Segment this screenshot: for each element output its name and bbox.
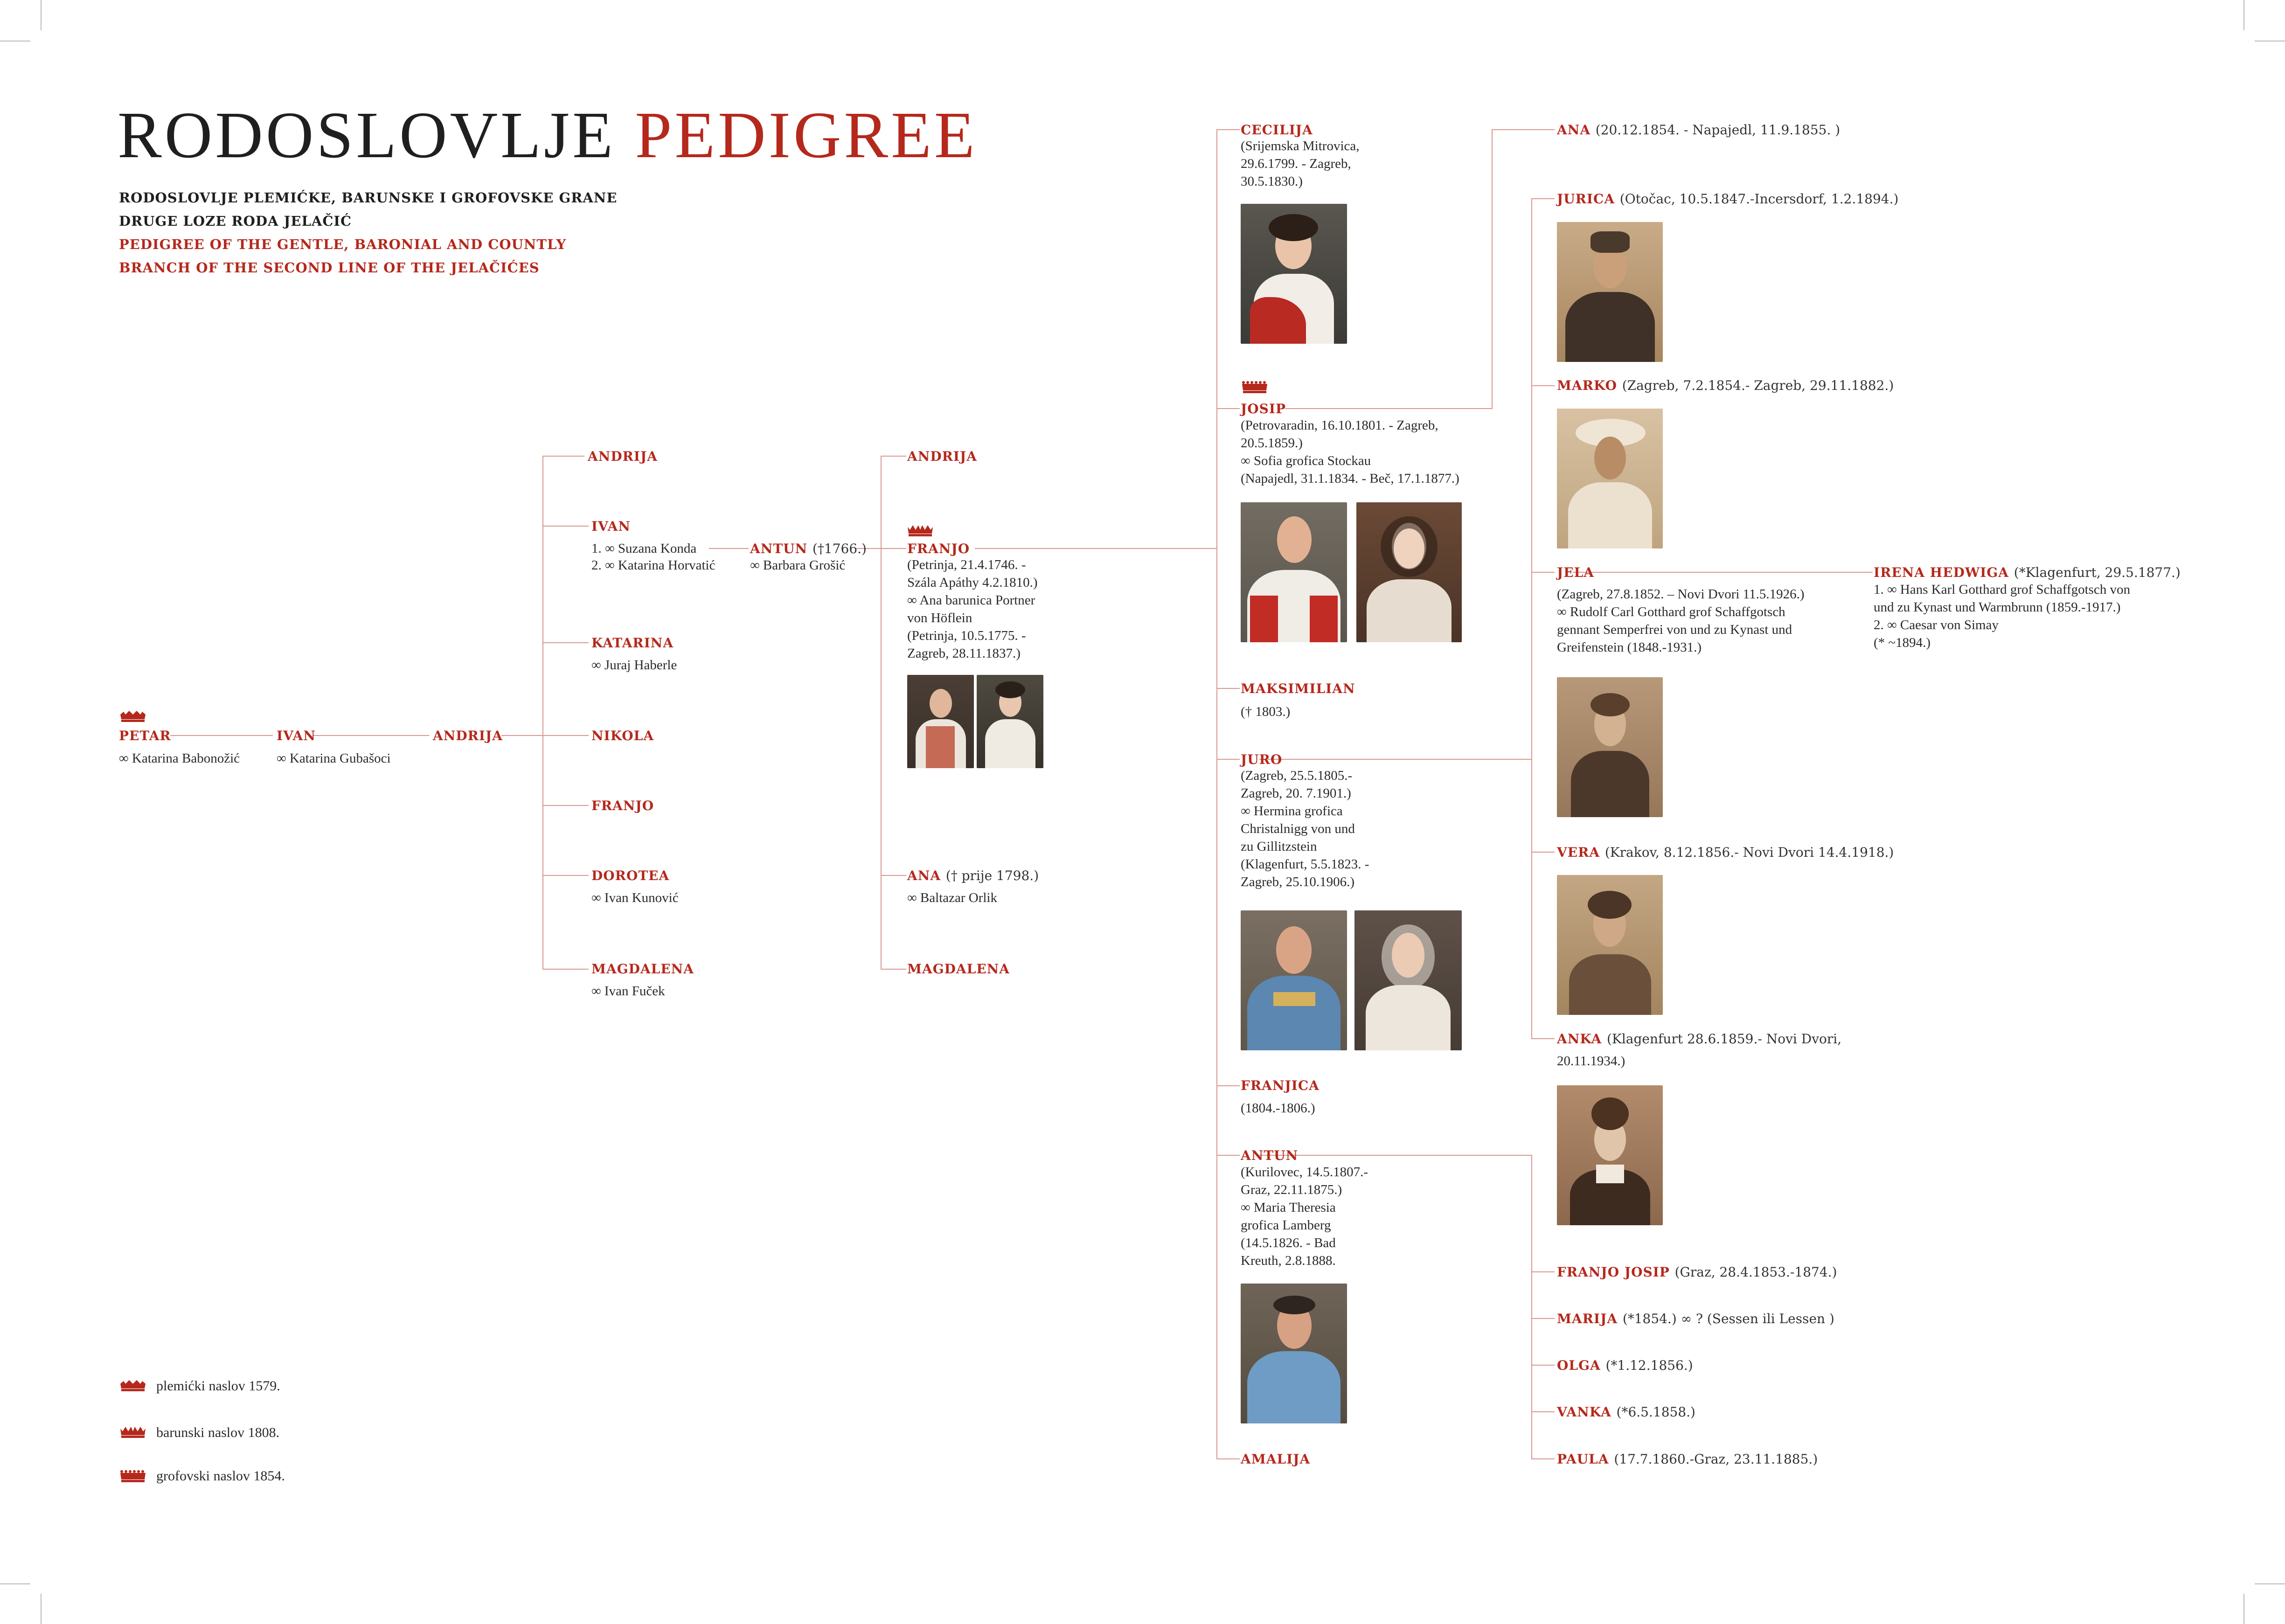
details-maksimilian: († 1803.) bbox=[1241, 704, 1291, 719]
details-josip: (Petrovaradin, 16.10.1801. - Zagreb, 20.5.1859.) ∞ Sofia grofica Stockau (Napajedl, 31.1.1834. - Beč, 17.1.1877.) bbox=[1241, 418, 1459, 486]
connector bbox=[1531, 1155, 1532, 1459]
name-ana-gen4: ANA bbox=[907, 868, 941, 883]
crop-mark bbox=[2243, 1594, 2244, 1624]
connector bbox=[1531, 1458, 1555, 1459]
name-vanka: VANKA bbox=[1557, 1404, 1611, 1420]
person-marija bbox=[1557, 1312, 1834, 1326]
connector bbox=[1216, 129, 1217, 1459]
connector bbox=[1259, 1155, 1532, 1156]
person-katarina: KATARINA bbox=[591, 635, 674, 651]
connector bbox=[1531, 198, 1555, 199]
name-irena: IRENA HEDWIGA bbox=[1874, 565, 2009, 580]
legend-gentle: plemićki naslov 1579. bbox=[156, 1378, 280, 1394]
legend-crown-countly-icon bbox=[119, 1469, 147, 1483]
person-josip: JOSIP bbox=[1241, 401, 1286, 416]
subtitle-hr-2: DRUGE LOZE RODA JELAČIĆ bbox=[119, 213, 352, 229]
legend-crown-gentle-icon bbox=[119, 1378, 147, 1392]
connector bbox=[1531, 1038, 1555, 1039]
person-magdalena-gen2: MAGDALENA bbox=[591, 961, 694, 977]
portrait-jela bbox=[1557, 677, 1663, 817]
details-paula: (17.7.1860.-Graz, 23.11.1885.) bbox=[1614, 1451, 1818, 1467]
name-anka: ANKA bbox=[1557, 1031, 1602, 1047]
connector bbox=[542, 456, 543, 969]
connector bbox=[1216, 1155, 1240, 1156]
portrait-franjo bbox=[907, 675, 974, 768]
spouse-ivan-gen2-1: 1. ∞ Suzana Konda bbox=[591, 541, 697, 556]
connector bbox=[1531, 1365, 1555, 1366]
details-franjo-josip: (Graz, 28.4.1853.-1874.) bbox=[1674, 1264, 1837, 1280]
crown-gentle-icon bbox=[119, 709, 147, 723]
person-antun-gen5: ANTUN bbox=[1241, 1148, 1299, 1163]
person-ivan-gen1: IVAN bbox=[277, 728, 316, 743]
spouse-antun-gen3: ∞ Barbara Grošić bbox=[750, 558, 846, 573]
crown-baronial-icon bbox=[906, 523, 934, 537]
name-vera: VERA bbox=[1557, 845, 1600, 860]
person-andrija-gen4: ANDRIJA bbox=[907, 449, 977, 464]
connector bbox=[313, 735, 429, 736]
connector bbox=[1216, 129, 1240, 130]
person-dorotea: DOROTEA bbox=[591, 868, 670, 883]
connector bbox=[1531, 572, 1555, 573]
connector bbox=[1531, 198, 1532, 1039]
person-franjica: FRANJICA bbox=[1241, 1078, 1320, 1093]
connector bbox=[1531, 1271, 1555, 1272]
connector bbox=[881, 875, 906, 876]
details2-irena: 1. ∞ Hans Karl Gotthard grof Schaffgotsch von und zu Kynast und Warmbrunn (1859.-1917.) 2. ∞ Caesar von Simay (* ~1894.) bbox=[1874, 582, 2131, 650]
person-franjo-gen4: FRANJO bbox=[907, 541, 970, 556]
subtitle-en-1: PEDIGREE OF THE GENTLE, BARONIAL AND COUNTLY bbox=[119, 236, 567, 252]
connector bbox=[1216, 1458, 1240, 1459]
subtitle-hr-1: RODOSLOVLJE PLEMIĆKE, BARUNSKE I GROFOVSKE GRANE bbox=[119, 190, 618, 206]
person-amalija: AMALIJA bbox=[1241, 1451, 1311, 1467]
connector bbox=[170, 735, 273, 736]
details-vanka: (*6.5.1858.) bbox=[1616, 1404, 1695, 1420]
connector bbox=[542, 526, 589, 527]
details2-anka: 20.11.1934.) bbox=[1557, 1054, 1625, 1069]
name-olga: OLGA bbox=[1557, 1358, 1601, 1373]
connector bbox=[1531, 1411, 1555, 1412]
dates-antun-gen3: (†1766.) bbox=[812, 541, 867, 556]
crop-mark bbox=[2243, 0, 2244, 30]
person-cecilija: CECILIJA bbox=[1241, 122, 1313, 138]
spouse-katarina: ∞ Juraj Haberle bbox=[591, 658, 677, 673]
spouse-ivan-gen2-2: 2. ∞ Katarina Horvatić bbox=[591, 558, 715, 573]
connector bbox=[1531, 1318, 1555, 1319]
person-andrija-gen1: ANDRIJA bbox=[433, 728, 503, 743]
portrait-vera bbox=[1557, 875, 1663, 1015]
details-ana-gen6: (20.12.1854. - Napajedl, 11.9.1855. ) bbox=[1595, 122, 1841, 138]
connector bbox=[542, 735, 589, 736]
connector bbox=[1216, 408, 1240, 409]
person-franjo-josip bbox=[1557, 1266, 1837, 1279]
connector bbox=[975, 548, 1217, 549]
portrait-josip bbox=[1241, 502, 1347, 642]
person-anka bbox=[1557, 1033, 1841, 1046]
details-franjo-gen4: (Petrinja, 21.4.1746. - Szála Apáthy 4.2.1810.) ∞ Ana barunica Portner von Höflein (Petrinja, 10.5.1775. - Zagreb, 28.11.1837.) bbox=[907, 557, 1038, 661]
spouse-petar: ∞ Katarina Babonožić bbox=[119, 751, 240, 766]
spouse-ana-gen4: ∞ Baltazar Orlik bbox=[907, 890, 997, 905]
name-paula: PAULA bbox=[1557, 1451, 1609, 1467]
person-jurica bbox=[1557, 193, 1898, 206]
person-olga bbox=[1557, 1359, 1693, 1372]
portrait-sofia-stockau bbox=[1356, 502, 1462, 642]
connector bbox=[1492, 129, 1493, 409]
portrait-anka bbox=[1557, 1085, 1663, 1225]
connector bbox=[881, 456, 882, 969]
crown-countly-icon bbox=[1241, 380, 1269, 394]
connector bbox=[881, 548, 906, 549]
details-olga: (*1.12.1856.) bbox=[1605, 1358, 1693, 1373]
person-antun-gen3 bbox=[750, 542, 867, 555]
person-irena-hedwiga bbox=[1874, 566, 2181, 579]
portrait-ana-portner bbox=[977, 675, 1043, 768]
connector bbox=[881, 456, 906, 457]
connector bbox=[542, 456, 584, 457]
details-vera: (Krakov, 8.12.1856.- Novi Dvori 14.4.1918.) bbox=[1604, 845, 1894, 860]
legend-crown-baronial-icon bbox=[119, 1425, 147, 1439]
person-ana-gen4 bbox=[907, 869, 1039, 882]
crop-mark bbox=[0, 1583, 30, 1584]
name-antun-gen3: ANTUN bbox=[750, 541, 808, 556]
spouse-dorotea: ∞ Ivan Kunović bbox=[591, 890, 679, 905]
crop-mark bbox=[41, 0, 42, 30]
portrait-juro bbox=[1241, 910, 1347, 1050]
name-marko: MARKO bbox=[1557, 378, 1617, 393]
connector bbox=[1216, 1085, 1240, 1086]
person-petar: PETAR bbox=[119, 728, 171, 743]
person-vanka bbox=[1557, 1406, 1695, 1419]
connector bbox=[1285, 408, 1493, 409]
details-marija: (*1854.) ∞ ? (Sessen ili Lessen ) bbox=[1622, 1311, 1834, 1326]
details-franjica: (1804.-1806.) bbox=[1241, 1101, 1315, 1116]
connector bbox=[542, 805, 589, 806]
connector bbox=[1216, 759, 1240, 760]
details-jurica: (Otočac, 10.5.1847.-Incersdorf, 1.2.1894.) bbox=[1619, 191, 1899, 207]
details-cecilija: (Srijemska Mitrovica, 29.6.1799. - Zagreb, 30.5.1830.) bbox=[1241, 139, 1360, 189]
person-nikola: NIKOLA bbox=[591, 728, 654, 743]
crop-mark bbox=[2255, 41, 2285, 42]
connector bbox=[542, 969, 589, 970]
person-juro: JURO bbox=[1241, 752, 1283, 767]
connector bbox=[1573, 572, 1873, 573]
crop-mark bbox=[0, 41, 30, 42]
portrait-jurica bbox=[1557, 222, 1663, 362]
connector bbox=[1531, 852, 1555, 853]
spouse-ivan-gen1: ∞ Katarina Gubašoci bbox=[277, 751, 391, 766]
person-paula bbox=[1557, 1453, 1818, 1466]
legend-baronial: barunski naslov 1808. bbox=[156, 1425, 280, 1440]
connector bbox=[709, 548, 749, 549]
person-jela: JELA bbox=[1557, 565, 1595, 580]
crop-mark bbox=[2255, 1583, 2285, 1584]
connector bbox=[1531, 385, 1555, 386]
name-franjo-josip: FRANJO JOSIP bbox=[1557, 1264, 1670, 1280]
page-title bbox=[118, 98, 978, 172]
details-juro: (Zagreb, 25.5.1805.- Zagreb, 20. 7.1901.) ∞ Hermina grofica Christalnigg von und zu Gillitzstein (Klagenfurt, 5.5.1823. - Zagreb, 25.10.1906.) bbox=[1241, 768, 1369, 889]
title-red: PEDIGREE bbox=[635, 98, 978, 172]
portrait-hermina bbox=[1354, 910, 1462, 1050]
person-franjo-gen2: FRANJO bbox=[591, 798, 654, 813]
person-andrija-gen2: ANDRIJA bbox=[588, 449, 658, 464]
connector bbox=[1259, 759, 1532, 760]
name-jurica: JURICA bbox=[1557, 191, 1615, 207]
connector bbox=[542, 642, 589, 643]
details-antun-gen5: (Kurilovec, 14.5.1807.- Graz, 22.11.1875.) ∞ Maria Theresia grofica Lamberg (14.5.1826. - Bad Kreuth, 2.8.1888. bbox=[1241, 1165, 1368, 1268]
person-ivan-gen2: IVAN bbox=[591, 519, 631, 534]
connector bbox=[501, 735, 543, 736]
person-marko bbox=[1557, 379, 1894, 392]
subtitle-en-2: BRANCH OF THE SECOND LINE OF THE JELAČIĆES bbox=[119, 260, 540, 276]
portrait-marko bbox=[1557, 409, 1663, 548]
details-jela: (Zagreb, 27.8.1852. – Novi Dvori 11.5.1926.) ∞ Rudolf Carl Gotthard grof Schaffgotsch gennant Semperfrei von und zu Kynast und Greifenstein (1848.-1931.) bbox=[1557, 587, 1805, 655]
person-maksimilian: MAKSIMILIAN bbox=[1241, 681, 1355, 696]
crop-mark bbox=[41, 1594, 42, 1624]
name-marija: MARIJA bbox=[1557, 1311, 1618, 1326]
dates-ana-gen4: († prije 1798.) bbox=[945, 868, 1039, 883]
legend-countly: grofovski naslov 1854. bbox=[156, 1468, 285, 1484]
person-magdalena-gen4: MAGDALENA bbox=[907, 961, 1010, 977]
person-ana-gen6 bbox=[1557, 124, 1840, 137]
name-ana-gen6: ANA bbox=[1557, 122, 1591, 138]
portrait-antun bbox=[1241, 1284, 1347, 1423]
connector bbox=[542, 875, 589, 876]
details-irena: (*Klagenfurt, 29.5.1877.) bbox=[2014, 565, 2181, 580]
spouse-magdalena-gen2: ∞ Ivan Fuček bbox=[591, 984, 665, 999]
connector bbox=[881, 969, 906, 970]
details-marko: (Zagreb, 7.2.1854.- Zagreb, 29.11.1882.) bbox=[1622, 378, 1894, 393]
details-anka: (Klagenfurt 28.6.1859.- Novi Dvori, bbox=[1607, 1031, 1842, 1047]
connector bbox=[1492, 129, 1555, 130]
portrait-cecilija bbox=[1241, 204, 1347, 344]
person-vera bbox=[1557, 846, 1894, 859]
connector bbox=[1216, 688, 1240, 689]
title-black: RODOSLOVLJE bbox=[118, 98, 616, 172]
